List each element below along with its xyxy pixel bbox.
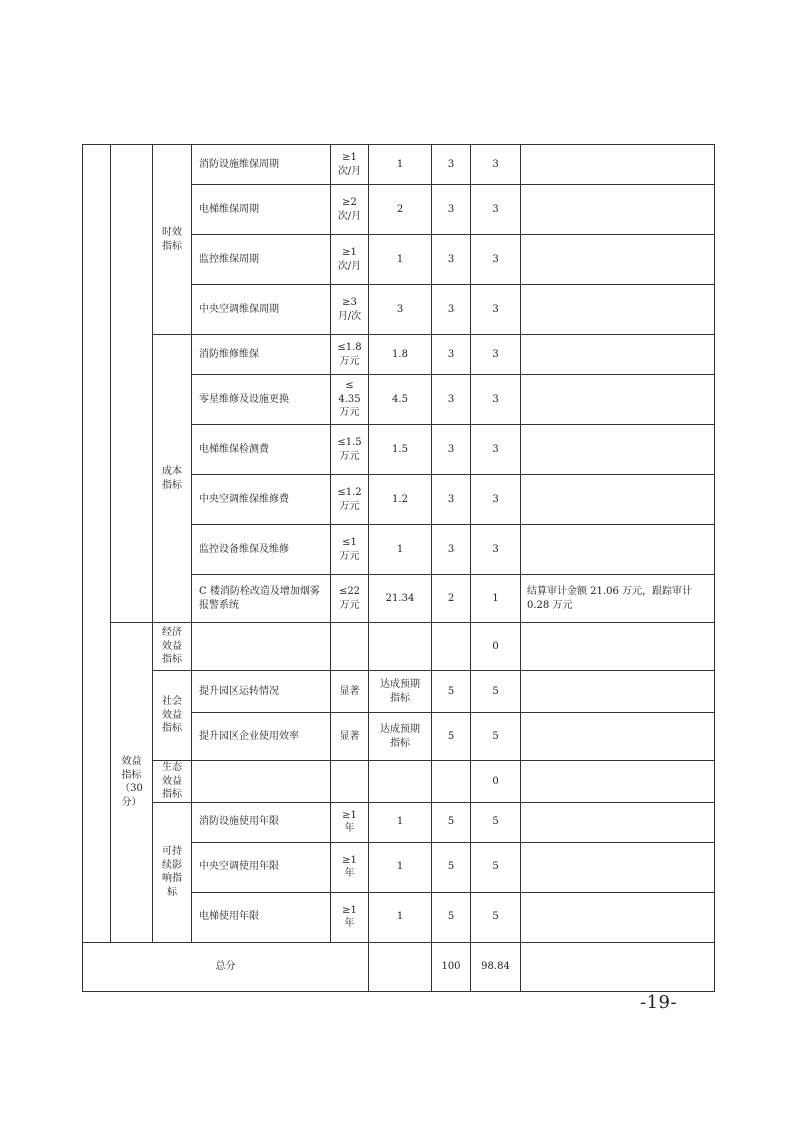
remark-cell: 结算审计金额 21.06 万元，跟踪审计 0.28 万元 bbox=[521, 575, 715, 623]
actual-value-cell: 2 bbox=[369, 185, 432, 235]
indicator-name-cell: C 楼消防栓改造及增加烟雾报警系统 bbox=[192, 575, 331, 623]
score-cell: 3 bbox=[471, 475, 521, 525]
table-row bbox=[83, 623, 715, 671]
indicator-name-cell: 电梯使用年限 bbox=[192, 892, 331, 942]
actual-value-cell: 1.8 bbox=[369, 335, 432, 375]
score-cell: 5 bbox=[471, 842, 521, 892]
actual-value-cell: 1 bbox=[369, 235, 432, 285]
weight-cell: 3 bbox=[432, 185, 471, 235]
indicator-name-cell: 中央空调使用年限 bbox=[192, 842, 331, 892]
target-value-cell: ≤1.2 万元 bbox=[331, 475, 369, 525]
ecological-benefit-label: 生态 效益 指标 bbox=[153, 761, 192, 803]
social-benefit-label: 社会 效益 指标 bbox=[153, 671, 192, 761]
target-value-cell: ≤ 4.35 万元 bbox=[331, 375, 369, 425]
weight-cell bbox=[432, 623, 471, 671]
indicator-name-cell bbox=[192, 761, 331, 803]
remark-cell bbox=[521, 892, 715, 942]
remark-cell bbox=[521, 185, 715, 235]
score-cell: 3 bbox=[471, 425, 521, 475]
target-value-cell: ≥1 次/月 bbox=[331, 235, 369, 285]
weight-cell bbox=[432, 761, 471, 803]
remark-cell bbox=[521, 475, 715, 525]
actual-value-cell: 1 bbox=[369, 525, 432, 575]
remark-cell bbox=[521, 761, 715, 803]
remark-cell bbox=[521, 671, 715, 713]
weight-cell: 3 bbox=[432, 335, 471, 375]
indicator-name-cell: 监控设备维保及维修 bbox=[192, 525, 331, 575]
actual-value-cell: 1.5 bbox=[369, 425, 432, 475]
score-cell: 3 bbox=[471, 375, 521, 425]
target-value-cell: ≤1.5 万元 bbox=[331, 425, 369, 475]
remark-cell bbox=[521, 335, 715, 375]
actual-value-cell: 4.5 bbox=[369, 375, 432, 425]
weight-cell: 3 bbox=[432, 235, 471, 285]
weight-cell: 3 bbox=[432, 285, 471, 335]
actual-value-cell: 1 bbox=[369, 802, 432, 842]
score-cell: 5 bbox=[471, 671, 521, 713]
weight-cell: 3 bbox=[432, 375, 471, 425]
actual-value-cell: 1 bbox=[369, 892, 432, 942]
target-value-cell: ≥1 年 bbox=[331, 802, 369, 842]
actual-value-cell: 1.2 bbox=[369, 475, 432, 525]
target-value-cell: ≥1 年 bbox=[331, 892, 369, 942]
table-row bbox=[83, 671, 715, 713]
weight-cell: 3 bbox=[432, 525, 471, 575]
score-cell: 3 bbox=[471, 235, 521, 285]
remark-cell bbox=[521, 235, 715, 285]
table-row bbox=[83, 761, 715, 803]
remark-cell bbox=[521, 375, 715, 425]
indicator-name-cell: 中央空调维保周期 bbox=[192, 285, 331, 335]
actual-value-cell bbox=[369, 761, 432, 803]
target-value-cell: ≥1 次/月 bbox=[331, 145, 369, 185]
target-value-cell: 显著 bbox=[331, 713, 369, 761]
indicator-name-cell: 消防维修维保 bbox=[192, 335, 331, 375]
timeliness-indicator-label: 时效 指标 bbox=[153, 145, 192, 335]
target-value-cell: ≥1 年 bbox=[331, 842, 369, 892]
score-cell: 3 bbox=[471, 525, 521, 575]
score-cell: 3 bbox=[471, 285, 521, 335]
target-value-cell: ≤1.8 万元 bbox=[331, 335, 369, 375]
target-value-cell: ≥2 次/月 bbox=[331, 185, 369, 235]
weight-cell: 3 bbox=[432, 145, 471, 185]
target-value-cell: ≤1 万元 bbox=[331, 525, 369, 575]
cost-indicator-label: 成本 指标 bbox=[153, 335, 192, 623]
target-value-cell: 显著 bbox=[331, 671, 369, 713]
weight-cell: 2 bbox=[432, 575, 471, 623]
page-number: -19- bbox=[640, 992, 678, 1013]
indicator-name-cell: 消防设施维保周期 bbox=[192, 145, 331, 185]
weight-cell: 5 bbox=[432, 892, 471, 942]
remark-cell bbox=[521, 145, 715, 185]
total-actual-cell bbox=[369, 942, 432, 991]
economic-benefit-label: 经济 效益 指标 bbox=[153, 623, 192, 671]
level1-category-cell bbox=[83, 145, 111, 943]
remark-cell bbox=[521, 525, 715, 575]
indicator-name-cell: 监控维保周期 bbox=[192, 235, 331, 285]
actual-value-cell bbox=[369, 623, 432, 671]
score-cell: 0 bbox=[471, 623, 521, 671]
score-cell: 3 bbox=[471, 185, 521, 235]
performance-evaluation-table bbox=[82, 144, 715, 992]
table-row bbox=[83, 335, 715, 375]
weight-cell: 5 bbox=[432, 802, 471, 842]
remark-cell bbox=[521, 623, 715, 671]
remark-cell bbox=[521, 425, 715, 475]
indicator-name-cell: 消防设施使用年限 bbox=[192, 802, 331, 842]
benefit-indicator-label: 效益 指标 （30 分） bbox=[111, 623, 153, 943]
weight-cell: 5 bbox=[432, 671, 471, 713]
level2-category-cell bbox=[111, 145, 153, 623]
table-row bbox=[83, 145, 715, 185]
score-cell: 5 bbox=[471, 713, 521, 761]
remark-cell bbox=[521, 842, 715, 892]
score-cell: 3 bbox=[471, 335, 521, 375]
indicator-name-cell: 提升园区企业使用效率 bbox=[192, 713, 331, 761]
actual-value-cell: 达成预期 指标 bbox=[369, 713, 432, 761]
score-cell: 5 bbox=[471, 802, 521, 842]
sustainable-impact-label: 可持 续影 响指 标 bbox=[153, 802, 192, 942]
total-remark-cell bbox=[521, 942, 715, 991]
target-value-cell bbox=[331, 623, 369, 671]
actual-value-cell: 达成预期 指标 bbox=[369, 671, 432, 713]
weight-cell: 3 bbox=[432, 425, 471, 475]
remark-cell bbox=[521, 802, 715, 842]
target-value-cell: ≤22 万元 bbox=[331, 575, 369, 623]
total-score-label: 总分 bbox=[83, 942, 369, 991]
total-weight-cell: 100 bbox=[432, 942, 471, 991]
indicator-name-cell bbox=[192, 623, 331, 671]
remark-cell bbox=[521, 713, 715, 761]
score-cell: 0 bbox=[471, 761, 521, 803]
indicator-name-cell: 中央空调维保维修费 bbox=[192, 475, 331, 525]
weight-cell: 3 bbox=[432, 475, 471, 525]
indicator-name-cell: 零星维修及设施更换 bbox=[192, 375, 331, 425]
indicator-name-cell: 提升园区运转情况 bbox=[192, 671, 331, 713]
target-value-cell bbox=[331, 761, 369, 803]
target-value-cell: ≥3 月/次 bbox=[331, 285, 369, 335]
actual-value-cell: 1 bbox=[369, 842, 432, 892]
indicator-name-cell: 电梯维保周期 bbox=[192, 185, 331, 235]
table-row bbox=[83, 802, 715, 842]
weight-cell: 5 bbox=[432, 842, 471, 892]
table-row bbox=[83, 942, 715, 991]
score-cell: 1 bbox=[471, 575, 521, 623]
weight-cell: 5 bbox=[432, 713, 471, 761]
remark-cell bbox=[521, 285, 715, 335]
score-cell: 5 bbox=[471, 892, 521, 942]
total-score-cell: 98.84 bbox=[471, 942, 521, 991]
actual-value-cell: 1 bbox=[369, 145, 432, 185]
actual-value-cell: 3 bbox=[369, 285, 432, 335]
indicator-name-cell: 电梯维保检测费 bbox=[192, 425, 331, 475]
actual-value-cell: 21.34 bbox=[369, 575, 432, 623]
score-cell: 3 bbox=[471, 145, 521, 185]
